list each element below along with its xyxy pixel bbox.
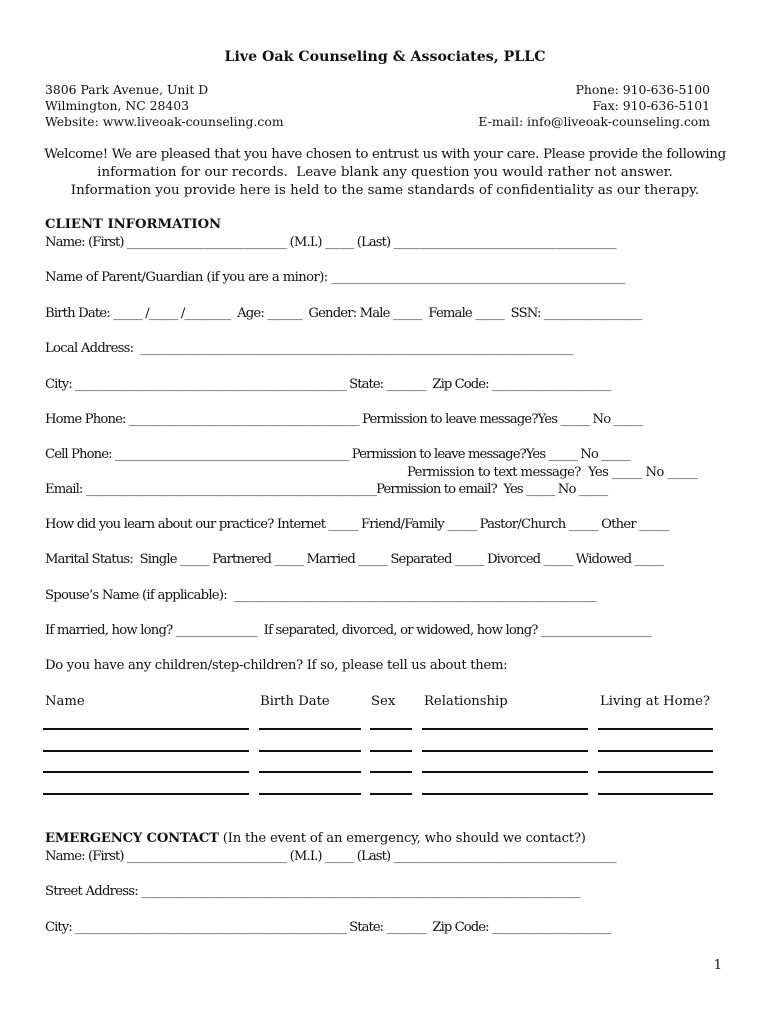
- child-2-living-at-home-line[interactable]: [598, 750, 713, 752]
- welcome-line-2: information for our records. Leave blank any question you would rather not answer.: [97, 165, 673, 180]
- child-1-living-at-home-line[interactable]: [598, 728, 713, 730]
- parent-guardian-field[interactable]: Name of Parent/Guardian (if you are a minor): _________________________________________________: [45, 270, 625, 285]
- child-4-relationship-line[interactable]: [422, 793, 588, 795]
- text-permission-field[interactable]: Permission to text message? Yes _____ No _____: [407, 465, 698, 480]
- child-1-name-line[interactable]: [43, 728, 249, 730]
- child-4-sex-line[interactable]: [370, 793, 412, 795]
- children-col-name: Name: [45, 694, 85, 709]
- org-address-line2: Wilmington, NC 28403: [45, 98, 190, 113]
- spouse-name-field[interactable]: Spouse’s Name (if applicable): ______________________________________________________________: [45, 588, 597, 603]
- children-col-sex: Sex: [371, 694, 396, 709]
- child-4-name-line[interactable]: [43, 793, 249, 795]
- children-col-living-at-home: Living at Home?: [600, 694, 710, 709]
- org-email: E-mail: info@liveoak-counseling.com: [478, 114, 710, 129]
- child-4-living-at-home-line[interactable]: [598, 793, 713, 795]
- birth-age-gender-ssn-fields[interactable]: Birth Date: _____ /_____ /________ Age: ______ Gender: Male _____ Female _____ SSN: _________________: [45, 306, 642, 321]
- emergency-name-field[interactable]: Name: (First) ____________________________ (M.I.) _____ (Last) _______________________________________: [45, 849, 616, 864]
- home-phone-field[interactable]: Home Phone: ________________________________________ Permission to leave message?Yes _____ No _____: [45, 412, 643, 427]
- local-address-field[interactable]: Local Address: __________________________________________________________________________: [45, 341, 573, 356]
- org-phone: Phone: 910-636-5100: [575, 82, 710, 97]
- client-name-field[interactable]: Name: (First) ____________________________ (M.I.) _____ (Last) _______________________________________: [45, 235, 616, 250]
- org-fax: Fax: 910-636-5101: [592, 98, 710, 113]
- child-1-birth-date-line[interactable]: [259, 728, 361, 730]
- children-question: Do you have any children/step-children? If so, please tell us about them:: [45, 658, 508, 673]
- emergency-heading-bold: EMERGENCY CONTACT: [45, 831, 219, 846]
- child-4-birth-date-line[interactable]: [259, 793, 361, 795]
- org-website: Website: www.liveoak-counseling.com: [45, 114, 284, 129]
- children-col-relationship: Relationship: [424, 694, 508, 709]
- city-state-zip-fields[interactable]: City: ________________________________________________ State: _______ Zip Code: _____________________: [45, 377, 611, 392]
- child-2-relationship-line[interactable]: [422, 750, 588, 752]
- child-3-relationship-line[interactable]: [422, 771, 588, 773]
- child-1-sex-line[interactable]: [370, 728, 412, 730]
- marital-status-fields[interactable]: Marital Status: Single _____ Partnered _____ Married _____ Separated _____ Divorced _____ Widowed _____: [45, 552, 664, 567]
- child-2-birth-date-line[interactable]: [259, 750, 361, 752]
- child-3-birth-date-line[interactable]: [259, 771, 361, 773]
- org-title: Live Oak Counseling & Associates, PLLC: [224, 49, 546, 65]
- marriage-duration-fields[interactable]: If married, how long? ______________ If separated, divorced, or widowed, how long? ___________________: [45, 623, 652, 638]
- emergency-heading-note: (In the event of an emergency, who should we contact?): [218, 831, 586, 846]
- email-field[interactable]: Email: ___________________________________________________Permission to email? Yes _____ No _____: [45, 482, 608, 497]
- child-2-sex-line[interactable]: [370, 750, 412, 752]
- emergency-city-state-zip-fields[interactable]: City: ________________________________________________ State: _______ Zip Code: _____________________: [45, 920, 611, 935]
- child-3-living-at-home-line[interactable]: [598, 771, 713, 773]
- emergency-contact-heading: [45, 831, 586, 847]
- org-address-line1: 3806 Park Avenue, Unit D: [45, 82, 209, 97]
- child-1-relationship-line[interactable]: [422, 728, 588, 730]
- page-number: 1: [713, 958, 722, 973]
- welcome-line-3: Information you provide here is held to the same standards of confidentiality as our therapy.: [70, 183, 700, 198]
- children-col-birth-date: Birth Date: [260, 694, 330, 709]
- emergency-street-address-field[interactable]: Street Address: ___________________________________________________________________________: [45, 884, 580, 899]
- referral-source-fields[interactable]: How did you learn about our practice? Internet _____ Friend/Family _____ Pastor/Church _____ Other _____: [45, 517, 669, 532]
- welcome-line-1: Welcome! We are pleased that you have chosen to entrust us with your care. Please provide the following: [44, 147, 726, 162]
- child-2-name-line[interactable]: [43, 750, 249, 752]
- child-3-name-line[interactable]: [43, 771, 249, 773]
- child-3-sex-line[interactable]: [370, 771, 412, 773]
- client-info-heading: CLIENT INFORMATION: [45, 217, 222, 232]
- cell-phone-field[interactable]: Cell Phone: _________________________________________ Permission to leave message?Yes _____ No _____: [45, 447, 630, 462]
